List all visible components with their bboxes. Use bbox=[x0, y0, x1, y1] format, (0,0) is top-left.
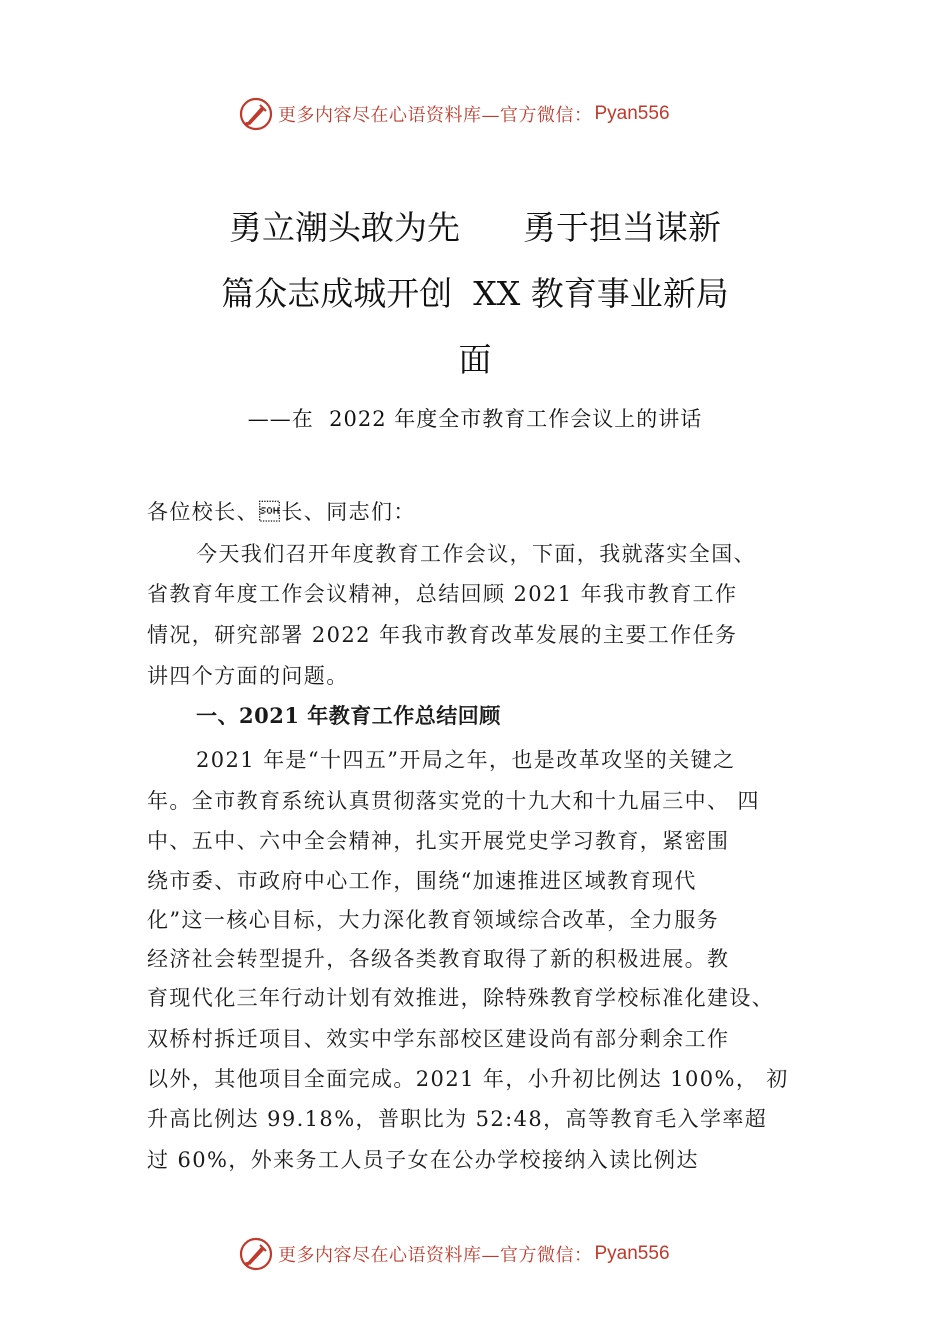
title-line-3: 面 bbox=[458, 340, 492, 379]
paragraph-1-line: 讲四个方面的问题。 bbox=[147, 664, 349, 688]
salutation: 各位校长、长、同志们： bbox=[147, 500, 416, 524]
subtitle: ——在 2022 年度全市教育工作会议上的讲话 bbox=[247, 407, 703, 431]
section-heading-1: 一、2021 年教育工作总结回顾 bbox=[196, 703, 501, 728]
watermark-wechat-id: Pyan556 bbox=[594, 103, 670, 124]
paragraph-2-line: 2021 年是“十四五”开局之年，也是改革攻坚的关键之 bbox=[196, 748, 736, 772]
paragraph-2-line: 化”这一核心目标，大力深化教育领域综合改革，全力服务 bbox=[147, 908, 720, 932]
title-line-2: 篇众志成城开创 XX 教育事业新局 bbox=[221, 274, 729, 313]
pen-logo-icon bbox=[238, 96, 274, 132]
paragraph-2-line: 绕市委、市政府中心工作，围绕“加速推进区域教育现代 bbox=[147, 869, 697, 893]
watermark-banner-top bbox=[238, 96, 670, 132]
watermark-banner-bottom bbox=[238, 1236, 670, 1272]
paragraph-1-line: 今天我们召开年度教育工作会议，下面，我就落实全国、 bbox=[196, 542, 756, 566]
pen-logo-icon bbox=[238, 1236, 274, 1272]
watermark-text: 更多内容尽在心语资料库—官方微信： bbox=[278, 105, 593, 126]
paragraph-2-line: 以外，其他项目全面完成。2021 年，小升初比例达 100%， 初 bbox=[147, 1067, 789, 1091]
watermark-text: 更多内容尽在心语资料库—官方微信： bbox=[278, 1245, 593, 1266]
paragraph-2-line: 经济社会转型提升，各级各类教育取得了新的积极进展。教 bbox=[147, 947, 730, 971]
watermark-wechat-id: Pyan556 bbox=[594, 1243, 670, 1264]
paragraph-1-line: 情况，研究部署 2022 年我市教育改革发展的主要工作任务 bbox=[147, 623, 738, 647]
paragraph-2-line: 中、五中、六中全会精神，扎实开展党史学习教育，紧密围 bbox=[147, 829, 730, 853]
paragraph-1-line: 省教育年度工作会议精神，总结回顾 2021 年我市教育工作 bbox=[147, 582, 738, 606]
paragraph-2-line: 年。全市教育系统认真贯彻落实党的十九大和十九届三中、 四 bbox=[147, 789, 760, 813]
paragraph-2-line: 育现代化三年行动计划有效推进，除特殊教育学校标准化建设、 bbox=[147, 986, 775, 1010]
paragraph-2-line: 过 60%，外来务工人员子女在公办学校接纳入读比例达 bbox=[147, 1148, 699, 1172]
paragraph-2-line: 双桥村拆迁项目、效实中学东部校区建设尚有部分剩余工作 bbox=[147, 1027, 730, 1051]
paragraph-2-line: 升高比例达 99.18%，普职比为 52:48，高等教育毛入学率超 bbox=[147, 1107, 768, 1131]
title-line-1: 勇立潮头敢为先 勇于担当谋新 bbox=[229, 208, 721, 247]
